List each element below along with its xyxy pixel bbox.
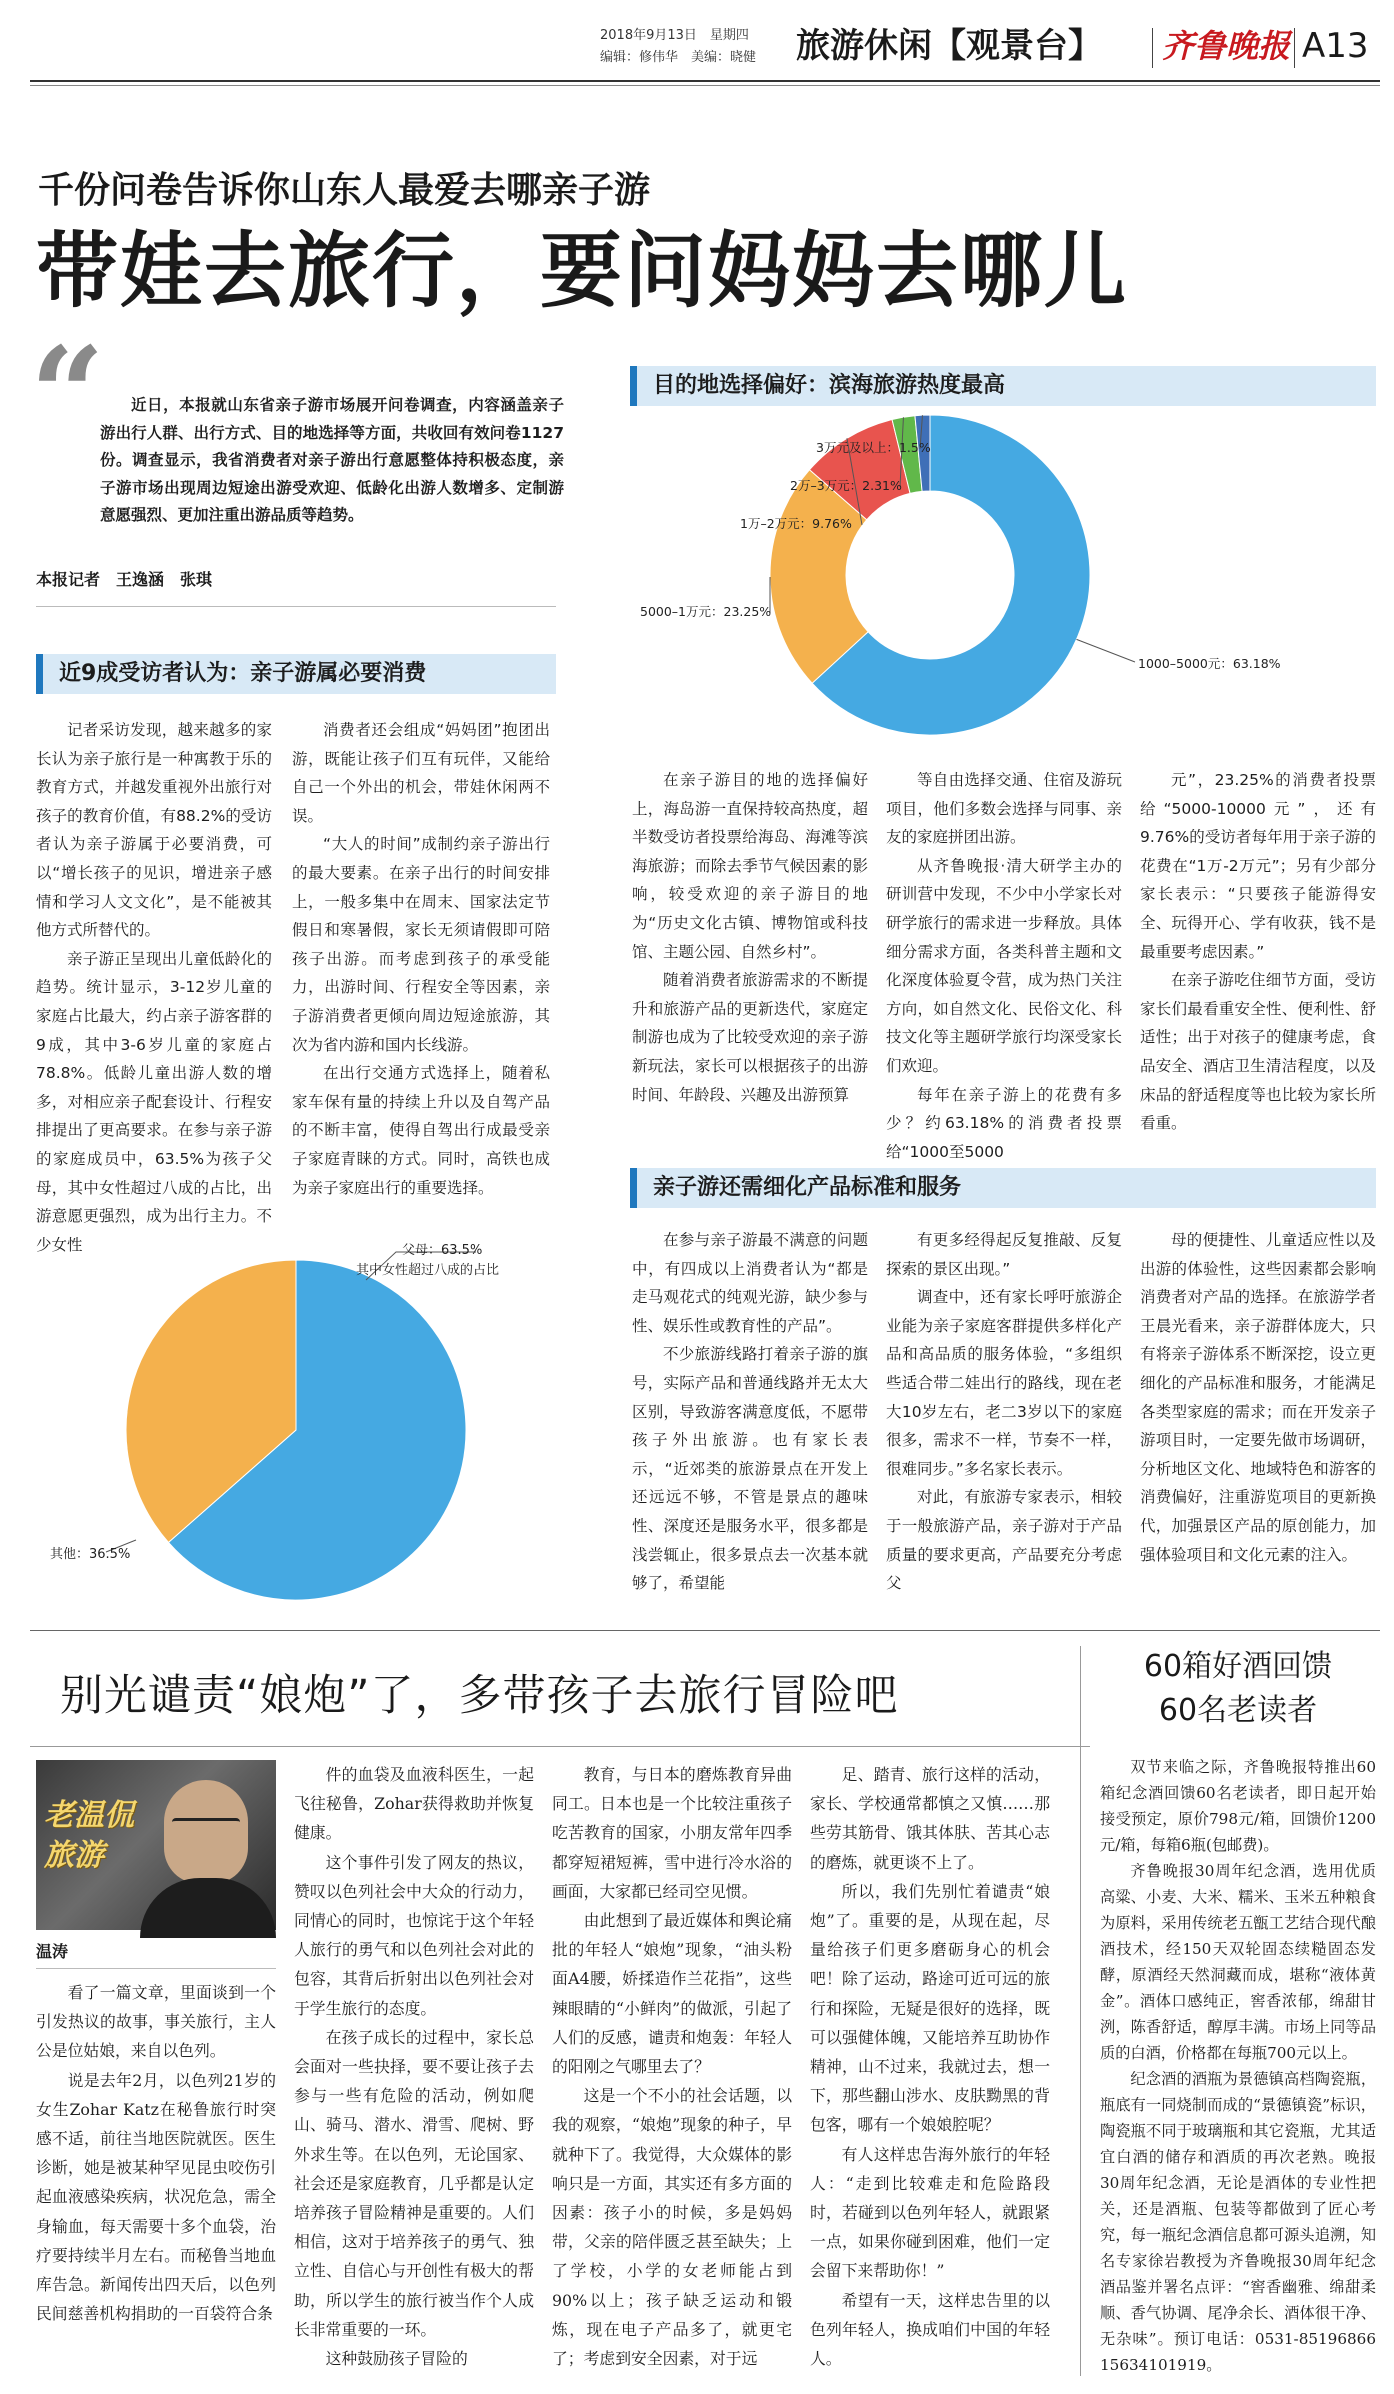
paragraph: 有更多经得起反复推敲、反复探索的景区出现。” [886, 1231, 1122, 1278]
article1-column-1 [36, 716, 272, 1254]
masthead-divider-2 [1294, 28, 1295, 68]
paragraph: 说是去年2月，以色列21岁的女生Zohar Katz在秘鲁旅行时突感不适，前往当地医院就医。医生诊断，她是被某种罕见昆虫咬伤引起血液感染疾病，状况危急，需全身输血，每天需要十多个血袋，治疗要持续半月左右。而秘鲁当地血库告急。新闻传出四天后，以色列民间慈善机构捐助的一百袋符合条 [36, 2070, 276, 2324]
date-line: 2018年9月13日 星期四 [600, 28, 749, 43]
leader-line-1 [1076, 639, 1135, 662]
article2-column-1 [36, 1978, 276, 2378]
brand-logo: 齐鲁晚报 [1162, 27, 1291, 65]
author-column-photo [36, 1760, 276, 1930]
kicker: 千份问卷告诉你山东人最爱去哪亲子游 [38, 170, 651, 211]
paragraph: 每年在亲子游上的花费有多少？约63.18%的消费者投票给“1000至5000 [886, 1085, 1122, 1161]
destination-budget-pie-chart [630, 410, 1376, 760]
paragraph: 母的便捷性、儿童适应性以及出游的体验性，这些因素都会影响消费者对产品的选择。在旅游学者王晨光看来，亲子游群体庞大，只有将亲子游体系不断深挖，设立更细化的产品标准和服务，才能满足各类型家庭的需求；而在开发亲子游项目时，一定要先做市场调研，分析地区文化、地域特色和游客的消费偏好，注重游览项目的更新换代，加强景区产品的原创能力，加强体验项目和文化元素的注入。 [1140, 1231, 1376, 1564]
byline-rule [36, 606, 556, 607]
paragraph: 在参与亲子游最不满意的问题中，有四成以上消费者认为“都是走马观花式的纯观光游，缺少参与性、娱乐性或教育性的产品”。 [632, 1231, 868, 1335]
paragraph: 在亲子游目的地的选择偏好上，海岛游一直保持较高热度，超半数受访者投票给海岛、海滩等滨海旅游；而除去季节气候因素的影响，较受欢迎的亲子游目的地为“历史文化古镇、博物馆或科技馆、主题公园、自然乡村”。 [632, 771, 868, 961]
slice-label-1: 父母：63.5% [402, 1243, 483, 1258]
paragraph: 所以，我们先别忙着谴责“娘炮”了。重要的是，从现在起，尽量给孩子们更多磨砺身心的机会吧！除了运动，路途可近可远的旅行和探险，无疑是很好的选择，既可以强健体魄，又能培养互助协作精神，山不过来，我就过去，想一下，那些翻山涉水、皮肤黝黑的背包客，哪有一个娘娘腔呢？ [810, 1881, 1050, 2135]
chart1-title: 目的地选择偏好：滨海旅游热度最高 [630, 366, 1376, 406]
paragraph: 对此，有旅游专家表示，相较于一般旅游产品，亲子游对于产品质量的要求更高，产品要充分考虑父 [886, 1488, 1122, 1593]
article2-headline: 别光谴责“娘炮”了，多带孩子去旅行冒险吧 [60, 1671, 899, 1721]
article1-column-6 [632, 1226, 868, 1612]
slice-label-2: 5000–1万元：23.25% [640, 604, 772, 619]
article2-headline-rule [30, 1746, 1090, 1747]
author-rule [36, 1968, 276, 1969]
paragraph: 从齐鲁晚报·清大研学主办的研训营中发现，不少中小学家长对研学旅行的需求进一步释放。具体细分需求方面，各类科普主题和文化深度体验夏令营，成为热门关注方向，如自然文化、民俗文化、科技文化等主题研学旅行均深受家长们欢迎。 [886, 856, 1122, 1075]
paragraph: 不少旅游线路打着亲子游的旗号，实际产品和普通线路并无太大区别，导致游客满意度低，不愿带孩子外出旅游。也有家长表示，“近郊类的旅游景点在开发上还远远不够，不管是景点的趣味性、深度还是服务水平，很多都是浅尝辄止，很多景点去一次基本就够了，希望能 [632, 1345, 868, 1593]
paragraph: 亲子游正呈现出儿童低龄化的趋势。统计显示，3-12岁儿童的家庭占比最大，约占亲子游客群的9成，其中3-6岁儿童的家庭占78.8%。低龄儿童出游人数的增多，对相应亲子配套设计、行程安排提出了更高要求。在参与亲子游的家庭成员中，63.5%为孩子父母，其中女性超过八成的占比，出游意愿更强烈，成为出行主力。不少女性 [36, 949, 272, 1254]
lead-paragraph: 近日，本报就山东省亲子游市场展开问卷调查，内容涵盖亲子游出行人群、出行方式、目的地选择等方面，共收回有效问卷1127份。调查显示，我省消费者对亲子游出行意愿整体持积极态度，亲子游市场出现周边短途出游受欢迎、低龄化出游人数增多、定制游意愿强烈、更加注重出游品质等趋势。 [100, 396, 564, 524]
paragraph: 随着消费者旅游需求的不断提升和旅游产品的更新迭代，家庭定制游也成为了比较受欢迎的亲子游新玩法，家长可以根据孩子的出游时间、年龄段、兴趣及出游预算 [632, 971, 868, 1104]
byline: 本报记者 王逸涵 张琪 [36, 570, 213, 589]
avatar [164, 1780, 248, 1884]
paragraph: 由此想到了最近媒体和舆论痛批的年轻人“娘炮”现象，“油头粉面A4腰，娇揉造作兰花指”，这些辣眼睛的“小鲜肉”的做派，引起了人们的反感，谴责和炮轰：年轻人的阳刚之气哪里去了？ [552, 1911, 792, 2077]
paragraph: 双节来临之际，齐鲁晚报特推出60箱纪念酒回馈60名老读者，即日起开始接受预定，原价798元/箱，回馈价1200元/箱，每箱6瓶(包邮费)。 [1100, 1758, 1376, 1854]
paragraph: 齐鲁晚报30周年纪念酒，选用优质高粱、小麦、大米、糯米、玉米五种粮食为原料，采用传统老五甑工艺结合现代酿酒技术，经150天双轮固态续糙固态发酵，原酒经天然洞藏而成，堪称“液体黄金”。酒体口感纯正，窖香浓郁，绵甜甘洌，陈香舒适，醇厚丰满。市场上同等品质的白酒，价格都在每瓶700元以上。 [1100, 1862, 1376, 2062]
paragraph: 教育，与日本的磨炼教育异曲同工。日本也是一个比较注重孩子吃苦教育的国家，小朋友常年四季都穿短裙短裤，雪中进行冷水浴的画面，大家都已经司空见惯。 [552, 1765, 792, 1901]
paragraph: 调查中，还有家长呼吁旅游企业能为亲子家庭客群提供多样化产品和高品质的服务体验，“多组织些适合带二娃出行的路线，现在老大10岁左右，老二3岁以下的家庭很多，需求不一样，节奏不一样，很难同步。”多名家长表示。 [886, 1288, 1122, 1478]
article1-column-5 [1140, 766, 1376, 1226]
article2-column-3 [552, 1760, 792, 2380]
avatar-glasses [172, 1818, 240, 1830]
headline: 带娃去旅行，要问妈妈去哪儿 [36, 224, 1129, 319]
slice-label-2: 其他：36.5% [50, 1547, 131, 1562]
article2-column-4 [810, 1760, 1050, 2380]
family-member-pie-chart [36, 1240, 626, 1610]
masthead-rule-thin [30, 85, 1380, 86]
paragraph: 在亲子游吃住细节方面，受访家长们最看重安全性、便利性、舒适性；出于对孩子的健康考虑，食品安全、酒店卫生清洁程度，以及床品的舒适程度等也比较为家长所看重。 [1140, 971, 1376, 1133]
paragraph: 希望有一天，这样忠告里的以色列年轻人，换成咱们中国的年轻人。 [810, 2290, 1050, 2369]
paragraph: 消费者还会组成“妈妈团”抱团出游，既能让孩子们互有玩伴，又能给自己一个外出的机会，带娃休闲两不误。 [292, 721, 550, 825]
slice-label-1: 1000–5000元：63.18% [1138, 656, 1281, 671]
paragraph: 元”，23.25%的消费者投票给“5000-10000元”，还有9.76%的受访者每年用于亲子游的花费在“1万-2万元”；另有少部分家长表示：“只要孩子能游得安全、玩得开心、学有收获，钱不是最重要考虑因素。” [1140, 771, 1376, 961]
page-number: A13 [1302, 26, 1369, 66]
paragraph: 等自由选择交通、住宿及游玩项目，他们多数会选择与同事、亲友的家庭拼团出游。 [886, 771, 1122, 847]
section-title: 旅游休闲【观景台】 [796, 26, 1102, 66]
promo-title-1: 60箱好酒回馈 [1143, 1649, 1333, 1684]
avatar-body [140, 1878, 276, 1938]
paragraph: 在孩子成长的过程中，家长总会面对一些抉择，要不要让孩子去参与一些有危险的活动，例如爬山、骑马、潜水、滑雪、爬树、野外求生等。在以色列，无论国家、社会还是家庭教育，几乎都是认定培养孩子冒险精神是重要的。人们相信，这对于培养孩子的勇气、独立性、自信心与开创性有极大的帮助，所以学生的旅行被当作个人成长非常重要的一环。 [294, 2027, 534, 2339]
slice-note: 其中女性超过八成的占比 [356, 1263, 500, 1278]
masthead-divider [1152, 28, 1153, 68]
slice-label-5: 3万元及以上：1.5% [816, 440, 931, 455]
promo-divider [1080, 1646, 1081, 2376]
column-name: 老温侃旅游 [44, 1798, 134, 1873]
paragraph: “大人的时间”成制约亲子游出行的最大要素。在亲子出行的时间安排上，一般多集中在周末、国家法定节假日和寒暑假，家长无须请假即可陪孩子出游。而考虑到孩子的承受能力，出游时间、行程安全等因素，亲子游消费者更倾向周边短途旅游，其次为省内游和国内长线游。 [292, 835, 550, 1054]
promo-body [1100, 1754, 1392, 2378]
masthead-rule [30, 80, 1380, 82]
article1-column-4 [886, 766, 1122, 1226]
paragraph: 纪念酒的酒瓶为景德镇高档陶瓷瓶，瓶底有一同烧制而成的“景德镇瓷”标识，陶瓷瓶不同于玻璃瓶和其它瓷瓶，尤其适宜白酒的储存和酒质的再次老熟。晚报30周年纪念酒，无论是酒体的专业性把关，还是酒瓶、包装等都做到了匠心考究，每一瓶纪念酒信息都可源头追溯，知名专家徐岩教授为齐鲁晚报30周年纪念酒品鉴并署名点评：“窖香幽雅、绵甜柔顺、香气协调、尾净余长、酒体很干净、无杂味”。预订电话：0531-85196866 15634101919。 [1100, 2070, 1392, 2374]
article1-column-2 [292, 716, 550, 1232]
slice-label-3: 1万–2万元：9.76% [740, 516, 852, 531]
section-banner-1: 近9成受访者认为：亲子游属必要消费 [36, 654, 556, 694]
paragraph: 看了一篇文章，里面谈到一个引发热议的故事，事关旅行，主人公是位姑娘，来自以色列。 [36, 1983, 276, 2061]
article2-column-2 [294, 1760, 534, 2380]
slice-label-4: 2万–3万元：2.31% [790, 478, 902, 493]
paragraph: 这是一个不小的社会话题，以我的观察，“娘炮”现象的种子，早就种下了。我觉得，大众媒体的影响只是一方面，其实还有多方面的因素：孩子小的时候，多是妈妈带，父亲的陪伴匮乏甚至缺失；上了学校，小学的女老师能占到90%以上；孩子缺乏运动和锻炼，现在电子产品多了，就更宅了；考虑到安全因素，对于远 [552, 2086, 792, 2369]
article1-column-7 [886, 1226, 1122, 1612]
paragraph: 这种鼓励孩子冒险的 [325, 2349, 468, 2369]
paragraph: 记者采访发现，越来越多的家长认为亲子旅行是一种寓教于乐的教育方式，并越发重视外出旅行对孩子的教育价值，有88.2%的受访者认为亲子游属于必要消费，可以“增长孩子的见识，增进亲子感情和学习人文文化”，是不能被其他方式所替代的。 [36, 721, 272, 940]
promo-title-2: 60名老读者 [1158, 1693, 1318, 1728]
editor-line: 编辑：修伟华 美编：晓健 [600, 50, 757, 65]
article1-column-3 [632, 766, 868, 1226]
author-name: 温涛 [36, 1942, 69, 1961]
quote-mark: “ [30, 318, 105, 471]
paragraph: 这个事件引发了网友的热议，赞叹以色列社会中大众的行动力，同情心的同时，也惊诧于这个年轻人旅行的勇气和以色列社会对此的包容，其背后折射出以色列社会对于学生旅行的态度。 [294, 1852, 534, 2018]
paragraph: 件的血袋及血液科医生，一起飞往秘鲁，Zohar获得救助并恢复健康。 [294, 1765, 534, 1843]
paragraph: 足、踏青、旅行这样的活动，家长、学校通常都慎之又慎……那些劳其筋骨、饿其体肤、苦其心志的磨炼，就更谈不上了。 [810, 1765, 1050, 1872]
section-banner-2: 亲子游还需细化产品标准和服务 [630, 1168, 1376, 1208]
paragraph: 有人这样忠告海外旅行的年轻人：“走到比较难走和危险路段时，若碰到以色列年轻人，就跟紧一点，如果你碰到困难，他们一定会留下来帮助你！” [810, 2144, 1050, 2281]
paragraph: 在出行交通方式选择上，随着私家车保有量的持续上升以及自驾产品的不断丰富，使得自驾出行成最受亲子家庭青睐的方式。同时，高铁也成为亲子家庭出行的重要选择。 [292, 1064, 550, 1197]
article1-column-8 [1140, 1226, 1376, 1612]
section-separator [30, 1630, 1380, 1631]
